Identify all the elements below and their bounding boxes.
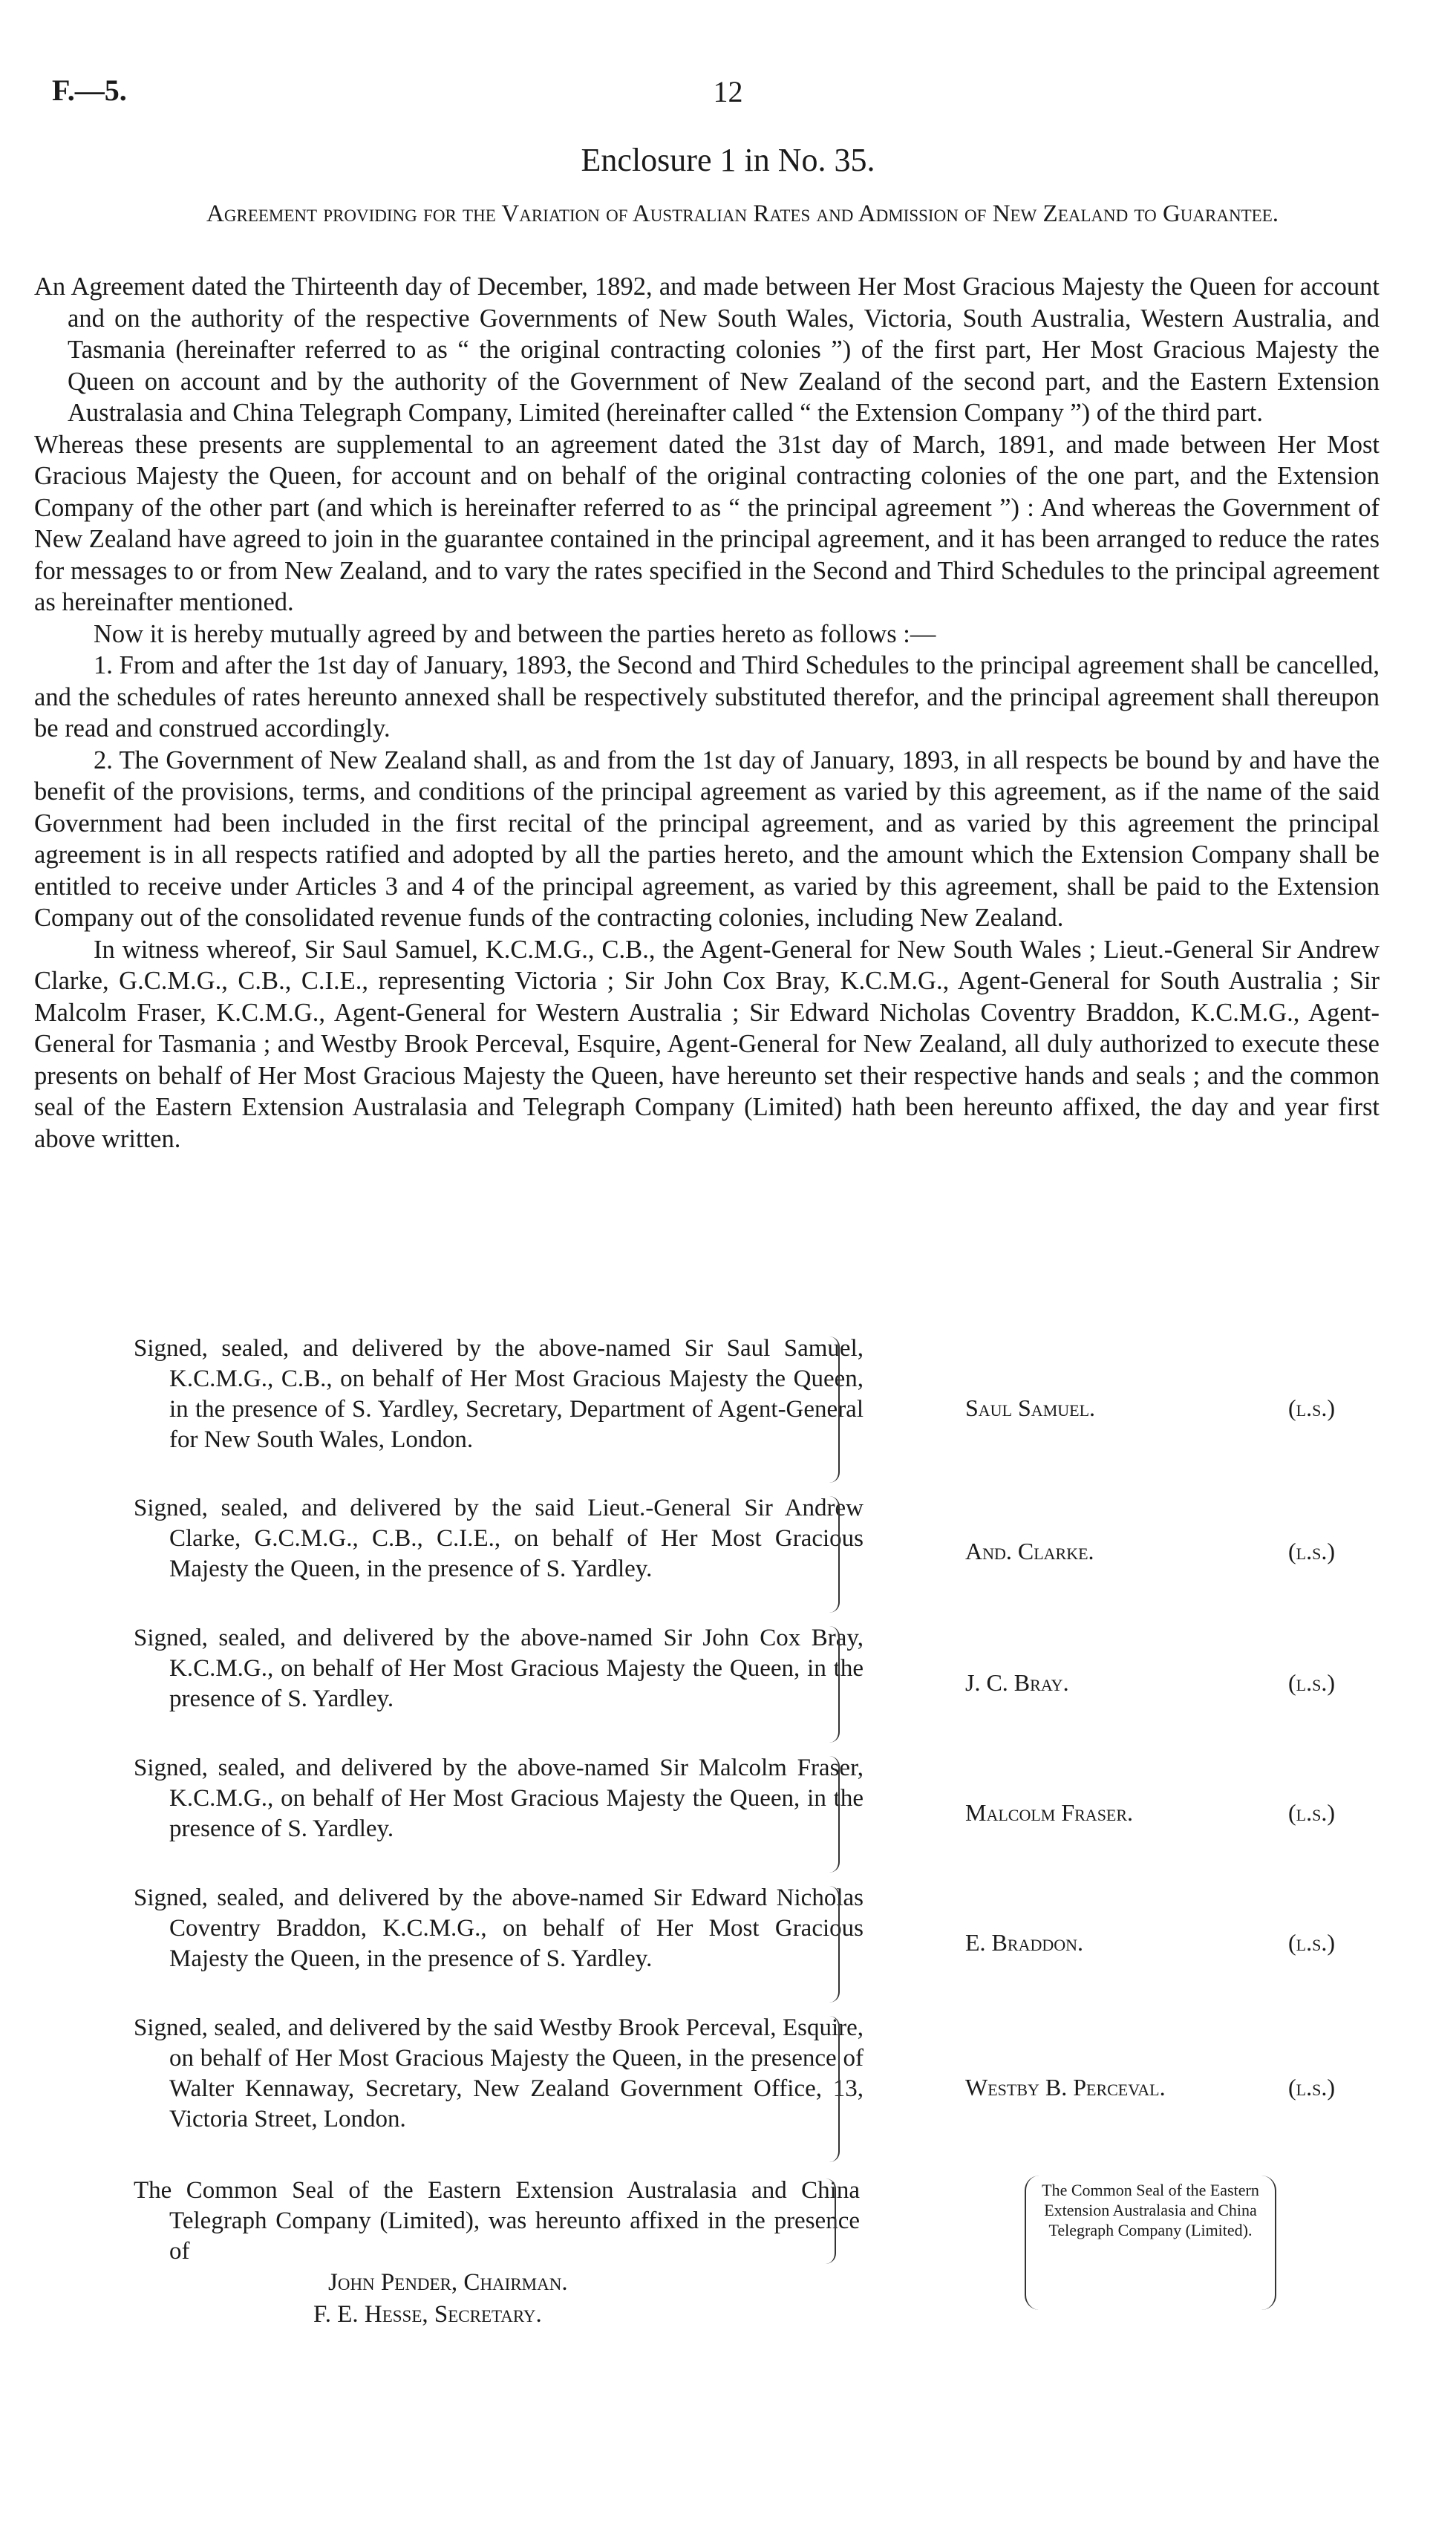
seal-witness-chairman: John Pender, Chairman. bbox=[328, 2269, 568, 2296]
signature-attestation: Signed, sealed, and delivered by the said Westby Brook Perceval, Esquire, on behalf of Her Most Gracious Majesty the Queen, in the presence of Walter Kennaway, Secretary, New Zealand Government Office, 13, Victoria Street, London. bbox=[134, 2014, 864, 2132]
agreement-title: Agreement providing for the Variation of Australian Rates and Admission of New Zealand to Guarantee. bbox=[206, 200, 1279, 227]
signer-name: J. C. Bray. bbox=[965, 1669, 1069, 1696]
signature-row bbox=[134, 1883, 1336, 2006]
common-seal-attestation: The Common Seal of the Eastern Extension Australasia and China Telegraph Company (Limited), was hereunto affixed in the presence of bbox=[134, 2177, 860, 2265]
brace bbox=[824, 2179, 836, 2264]
signer-name: Malcolm Fraser. bbox=[965, 1799, 1134, 1826]
signature-row bbox=[134, 1623, 1336, 1746]
seal-mark: (l.s.) bbox=[1288, 1394, 1335, 1421]
signature-attestation: Signed, sealed, and delivered by the above-named Sir Malcolm Fraser, K.C.M.G., on behalf of Her Most Gracious Majesty the Queen, in the presence of S. Yardley. bbox=[134, 1755, 864, 1842]
seal-mark: (l.s.) bbox=[1288, 1669, 1335, 1696]
enclosure-title: Enclosure 1 in No. 35. bbox=[581, 142, 875, 178]
signature-row bbox=[134, 1334, 1336, 1486]
signature-attestation: Signed, sealed, and delivered by the above-named Sir John Cox Bray, K.C.M.G., on behalf of Her Most Gracious Majesty the Queen, in the presence of S. Yardley. bbox=[134, 1625, 864, 1712]
seal-mark: (l.s.) bbox=[1288, 1799, 1335, 1826]
brace bbox=[828, 1756, 840, 1873]
signer-name: Saul Samuel. bbox=[965, 1394, 1096, 1421]
signature-attestation: Signed, sealed, and delivered by the said Lieut.-General Sir Andrew Clarke, G.C.M.G., C.B., C.I.E., on behalf of Her Most Gracious Majesty the Queen, in the presence of S. Yardley. bbox=[134, 1495, 864, 1582]
brace bbox=[828, 1496, 840, 1613]
brace bbox=[828, 1337, 840, 1483]
witness-paragraph: In witness whereof, Sir Saul Samuel, K.C.M.G., C.B., the Agent-General for New South Wales ; Lieut.-General Sir Andrew Clarke, G.C.M.G., C.B., C.I.E., representing Victoria ; Sir John Cox Bray, K.C.M.G., Agent-General for South Australia ; Sir Malcolm Fraser, K.C.M.G., Agent-General for Western Australia ; Sir Edward Nicholas Coventry Braddon, K.C.M.G., Agent-General for Tasmania ; and Westby Brook Perceval, Esquire, Agent-General for New Zealand, all duly authorized to execute these presents on behalf of Her Most Gracious Majesty the Queen, have hereunto set their respective hands and seals ; and the common seal of the Eastern Extension Australasia and Telegraph Company (Limited) hath been hereunto affixed, the day and year first above written. bbox=[34, 935, 1380, 1153]
seal-mark: (l.s.) bbox=[1288, 1538, 1335, 1564]
signer-name: Westby B. Perceval. bbox=[965, 2074, 1166, 2101]
signature-attestation: Signed, sealed, and delivered by the above-named Sir Saul Samuel, K.C.M.G., C.B., on behalf of Her Most Gracious Majesty the Queen, in the presence of S. Yardley, Secretary, Department of Agent-General for New South Wales, London. bbox=[134, 1335, 864, 1453]
brace bbox=[828, 2016, 840, 2162]
signature-attestation: Signed, sealed, and delivered by the above-named Sir Edward Nicholas Coventry Braddon, K.C.M.G., on behalf of Her Most Gracious Majesty the Queen, in the presence of S. Yardley. bbox=[134, 1884, 864, 1972]
agreement-body bbox=[34, 271, 1380, 1155]
seal-witness-secretary: F. E. Hesse, Secretary. bbox=[313, 2301, 542, 2328]
doc-reference: F.—5. bbox=[52, 74, 127, 107]
brace bbox=[828, 1886, 840, 2003]
signer-name: And. Clarke. bbox=[965, 1538, 1094, 1564]
signature-block bbox=[134, 1334, 1336, 2173]
page-number: 12 bbox=[713, 75, 743, 108]
signature-row bbox=[134, 1493, 1336, 1616]
company-seal-label: The Common Seal of the Eastern Extension Australasia and China Telegraph Company (Limited). bbox=[1025, 2176, 1276, 2310]
signature-row bbox=[134, 1753, 1336, 1876]
signer-name: E. Braddon. bbox=[965, 1929, 1084, 1956]
seal-mark: (l.s.) bbox=[1288, 1929, 1335, 1956]
common-seal-block bbox=[134, 2176, 1336, 2331]
agreed-paragraph: Now it is hereby mutually agreed by and between the parties hereto as follows :— bbox=[94, 619, 936, 648]
whereas-paragraph: Whereas these presents are supplemental to an agreement dated the 31st day of March, 1891, and made between Her Most Gracious Majesty the Queen, for account and on behalf of the original contracting colonies of the one part, and the Extension Company of the other part (and which is hereinafter referred to as “ the principal agreement ”) : And whereas the Government of New Zealand have agreed to join in the guarantee contained in the principal agreement, and it has been arranged to reduce the rates for messages to or from New Zealand, and to vary the rates specified in the Second and Third Schedules to the principal agreement as hereinafter mentioned. bbox=[34, 430, 1380, 616]
brace bbox=[828, 1626, 840, 1743]
preamble-paragraph: An Agreement dated the Thirteenth day of December, 1892, and made between Her Most Gracious Majesty the Queen for account and on the authority of the respective Governments of New South Wales, Victoria, South Australia, Western Australia, and Tasmania (hereinafter referred to as “ the original contracting colonies ”) of the first part, Her Most Gracious Majesty the Queen on account and by the authority of the Government of New Zealand of the second part, and the Eastern Extension Australasia and China Telegraph Company, Limited (hereinafter called “ the Extension Company ”) of the third part. bbox=[34, 272, 1380, 427]
seal-mark: (l.s.) bbox=[1288, 2074, 1335, 2101]
clause-1: 1. From and after the 1st day of January, 1893, the Second and Third Schedules to the principal agreement shall be cancelled, and the schedules of rates hereunto annexed shall be respectively substituted therefor, and the principal agreement shall thereupon be read and construed accordingly. bbox=[34, 651, 1380, 743]
signature-row bbox=[134, 2013, 1336, 2165]
clause-2: 2. The Government of New Zealand shall, as and from the 1st day of January, 1893, in all respects be bound by and have the benefit of the provisions, terms, and conditions of the principal agreement as varied by this agreement, as if the name of the said Government had been included in the first recital of the principal agreement, and as varied by this agreement the principal agreement is in all respects ratified and adopted by all the parties hereto, and the amount which the Extension Company shall be entitled to receive under Articles 3 and 4 of the principal agreement, as varied by this agreement, shall be paid to the Extension Company out of the consolidated revenue funds of the contracting colonies, including New Zealand. bbox=[34, 745, 1380, 932]
